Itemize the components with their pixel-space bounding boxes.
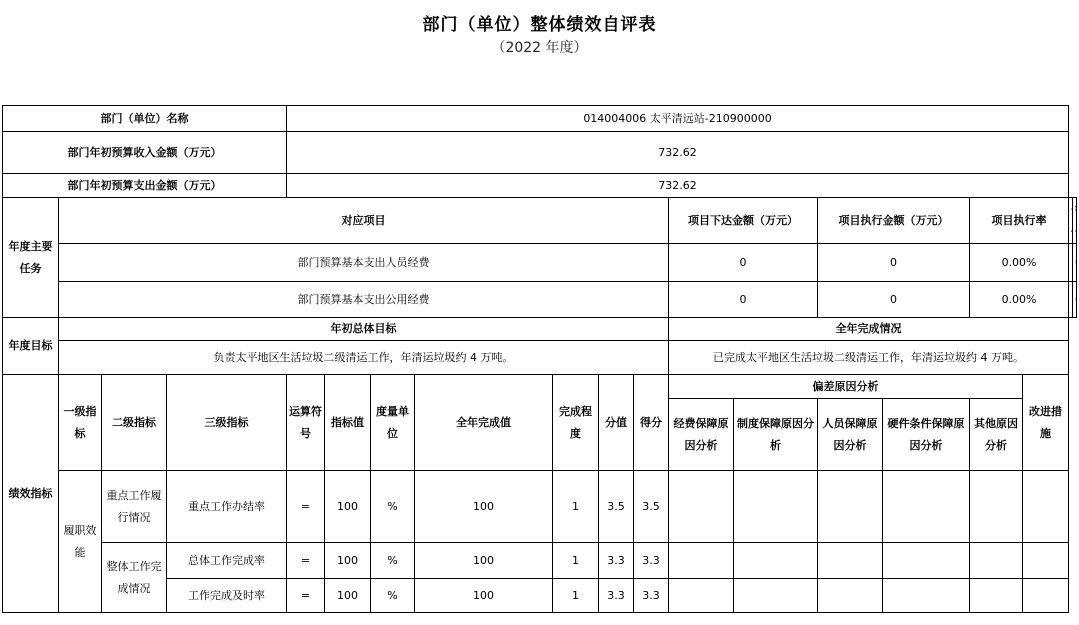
score-value: 3.3 (599, 579, 634, 613)
income-label: 部门年初预算收入金额（万元） (3, 132, 287, 174)
dev-hardware-cell (883, 579, 970, 613)
unit-value: % (371, 543, 415, 579)
header-got: 得分 (634, 375, 669, 471)
dev-system-cell (734, 579, 818, 613)
tasks-header-item: 对应项目 (59, 198, 669, 244)
task-row-issued: 0 (669, 282, 818, 318)
header-operator: 运算符号 (287, 375, 325, 471)
header-degree: 完成程度 (553, 375, 599, 471)
header-dev-system: 制度保障原因分析 (734, 399, 818, 471)
dev-staff-cell (818, 471, 883, 543)
tasks-header-rate: 项目执行率 (970, 198, 1069, 244)
dev-funding-cell (669, 579, 734, 613)
level3-value: 重点工作办结率 (167, 471, 287, 543)
operator-value: = (287, 579, 325, 613)
actual-value: 100 (415, 543, 553, 579)
got-value: 3.5 (634, 471, 669, 543)
dev-hardware-cell (883, 471, 970, 543)
header-dev-staff: 人员保障原因分析 (818, 399, 883, 471)
dept-name-value: 014004006 太平清远站-210900000 (287, 106, 1069, 132)
dev-other-cell (970, 543, 1023, 579)
level2-value: 整体工作完成情况 (102, 543, 167, 613)
header-level3: 三级指标 (167, 375, 287, 471)
dev-staff-cell (818, 543, 883, 579)
level1-value: 履职效能 (59, 471, 102, 613)
target-value: 100 (325, 543, 371, 579)
dev-system-cell (734, 471, 818, 543)
task-row-got (1073, 282, 1077, 318)
actual-value: 100 (415, 579, 553, 613)
dev-funding-cell (669, 543, 734, 579)
goals-initial-text: 负责太平地区生活垃圾二级清运工作，年清运垃圾约 4 万吨。 (59, 341, 669, 375)
goals-completion-header: 全年完成情况 (669, 318, 1069, 341)
income-value: 732.62 (287, 132, 1069, 174)
page-title: 部门（单位）整体绩效自评表 (422, 15, 657, 35)
tasks-header-issued: 项目下达金额（万元） (669, 198, 818, 244)
goals-completion-text: 已完成太平地区生活垃圾二级清运工作，年清运垃圾约 4 万吨。 (669, 341, 1069, 375)
goals-section-label: 年度目标 (3, 318, 59, 375)
task-row-executed: 0 (818, 244, 970, 282)
score-value: 3.3 (599, 543, 634, 579)
degree-value: 1 (553, 543, 599, 579)
header-actual: 全年完成值 (415, 375, 553, 471)
level2-value: 重点工作履行情况 (102, 471, 167, 543)
page-subtitle: （2022 年度） (491, 40, 588, 56)
task-row-item: 部门预算基本支出公用经费 (59, 282, 669, 318)
operator-value: = (287, 543, 325, 579)
dev-system-cell (734, 543, 818, 579)
header-dev-hardware: 硬件条件保障原因分析 (883, 399, 970, 471)
got-value: 3.3 (634, 579, 669, 613)
level3-value: 工作完成及时率 (167, 579, 287, 613)
degree-value: 1 (553, 471, 599, 543)
target-value: 100 (325, 579, 371, 613)
header-level1: 一级指标 (59, 375, 102, 471)
dept-name-label: 部门（单位）名称 (3, 106, 287, 132)
goals-initial-header: 年初总体目标 (59, 318, 669, 341)
dev-funding-cell (669, 471, 734, 543)
task-row-item: 部门预算基本支出人员经费 (59, 244, 669, 282)
task-row-executed: 0 (818, 282, 970, 318)
improve-cell (1023, 471, 1069, 543)
task-row-issued: 0 (669, 244, 818, 282)
improve-cell (1023, 543, 1069, 579)
header-score: 分值 (599, 375, 634, 471)
degree-value: 1 (553, 579, 599, 613)
expense-label: 部门年初预算支出金额（万元） (3, 174, 287, 198)
task-row-rate: 0.00% (970, 282, 1069, 318)
tasks-header-executed: 项目执行金额（万元） (818, 198, 970, 244)
dev-other-cell (970, 579, 1023, 613)
level3-value: 总体工作完成率 (167, 543, 287, 579)
header-target: 指标值 (325, 375, 371, 471)
header-dev-funding: 经费保障原因分析 (669, 399, 734, 471)
dev-hardware-cell (883, 543, 970, 579)
header-unit: 度量单位 (371, 375, 415, 471)
task-row-rate: 0.00% (970, 244, 1069, 282)
dev-other-cell (970, 471, 1023, 543)
actual-value: 100 (415, 471, 553, 543)
tasks-header-got (1073, 198, 1077, 244)
header-level2: 二级指标 (102, 375, 167, 471)
target-value: 100 (325, 471, 371, 543)
dev-staff-cell (818, 579, 883, 613)
indicators-section-label: 绩效指标 (3, 375, 59, 613)
tasks-section-label: 年度主要任务 (3, 198, 59, 318)
header-dev-other: 其他原因分析 (970, 399, 1023, 471)
improve-cell (1023, 579, 1069, 613)
evaluation-table (2, 105, 1077, 613)
operator-value: = (287, 471, 325, 543)
expense-value: 732.62 (287, 174, 1069, 198)
unit-value: % (371, 471, 415, 543)
header-improve: 改进措施 (1023, 375, 1069, 471)
tasks-header-score (1069, 198, 1073, 244)
unit-value: % (371, 579, 415, 613)
task-row-got (1073, 244, 1077, 282)
got-value: 3.3 (634, 543, 669, 579)
score-value: 3.5 (599, 471, 634, 543)
header-deviation: 偏差原因分析 (669, 375, 1023, 399)
